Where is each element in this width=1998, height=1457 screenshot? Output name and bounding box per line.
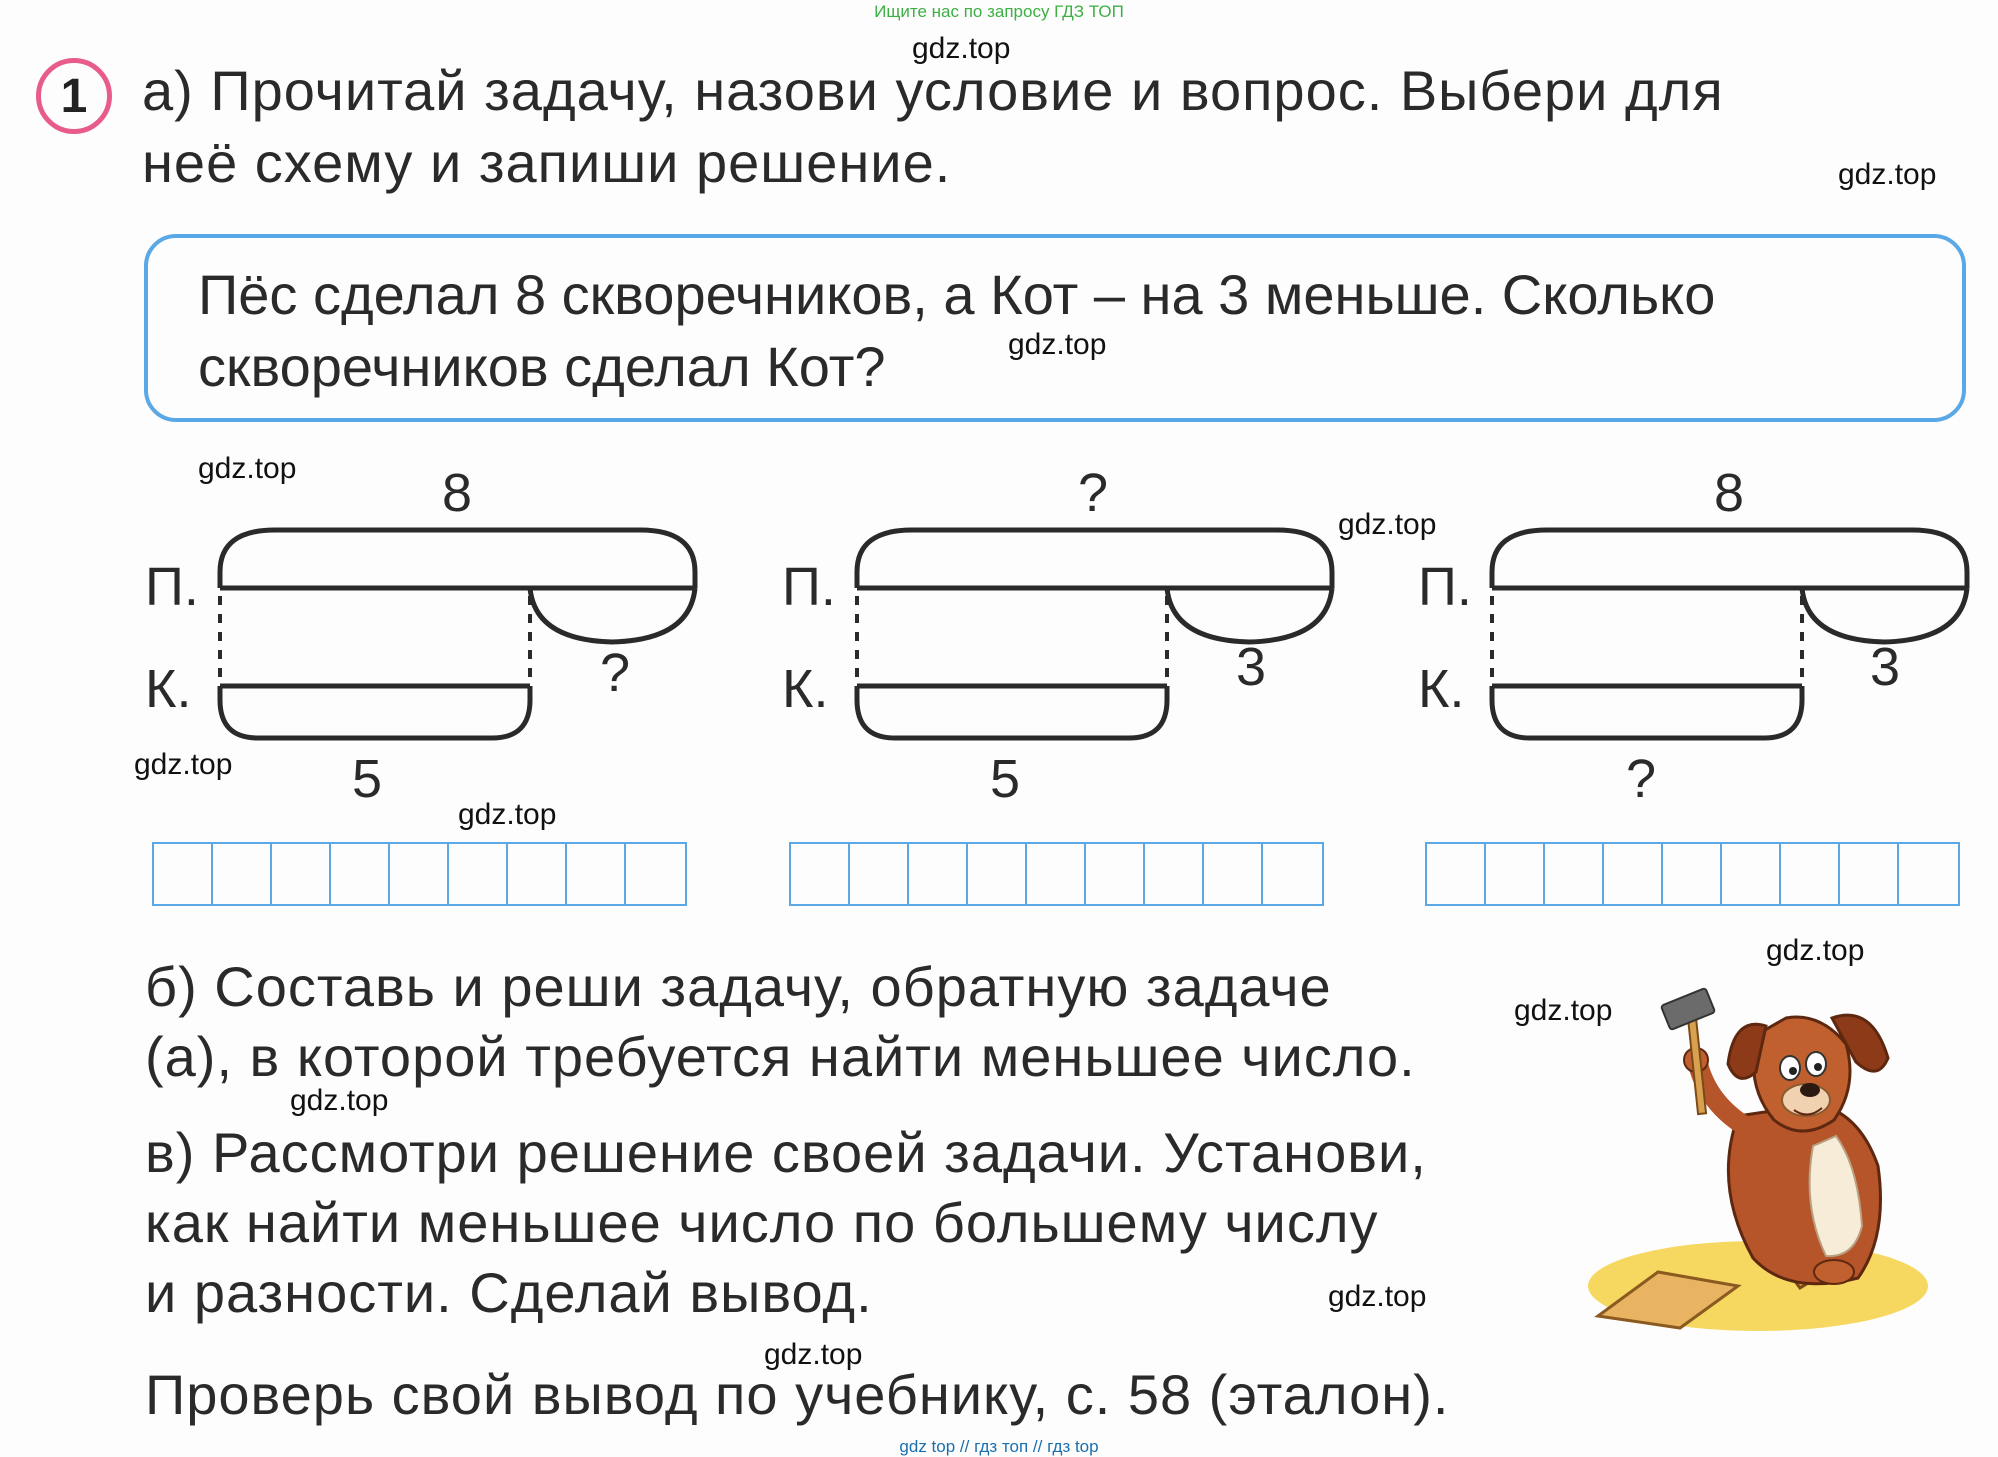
problem-line-2: скворечников сделал Кот? [198, 335, 886, 398]
watermark: gdz.top [134, 748, 233, 781]
answer-cell[interactable] [1663, 844, 1722, 904]
scheme-1-row-bottom-label: К. [145, 659, 192, 719]
task-b-line-1: б) Составь и реши задачу, обратную задаче [145, 955, 1332, 1018]
scheme-3-answer-row[interactable] [1425, 842, 1960, 906]
scheme-2-diff-value: 3 [1236, 637, 1267, 697]
watermark: gdz.top [1008, 328, 1107, 361]
scheme-2-bottom-value: 5 [990, 749, 1021, 809]
scheme-3-row-top-label: П. [1418, 557, 1472, 617]
watermark: gdz.top [1328, 1280, 1427, 1313]
problem-line-1: Пёс сделал 8 скворечников, а Кот – на 3 меньше. Сколько [198, 263, 1716, 326]
answer-cell[interactable] [1840, 844, 1899, 904]
watermark: gdz.top [912, 32, 1011, 65]
scheme-2-row-top-label: П. [782, 557, 836, 617]
dog-hammering-birdhouse-illustration [1588, 996, 1928, 1336]
watermark: gdz.top [290, 1084, 389, 1117]
task-b-line-2: (а), в которой требуется найти меньшее число. [145, 1025, 1416, 1088]
task-c-line-2: как найти меньшее число по большему числу [145, 1191, 1379, 1254]
scheme-3-bottom-value: ? [1626, 749, 1657, 809]
watermark: gdz.top [198, 452, 297, 485]
watermark: gdz.top [1766, 934, 1865, 967]
scheme-2-top-value: ? [1078, 463, 1109, 523]
answer-cell[interactable] [1486, 844, 1545, 904]
watermark: gdz.top [764, 1338, 863, 1371]
scheme-3-top-value: 8 [1714, 463, 1745, 523]
watermark: gdz.top [1838, 158, 1937, 191]
watermark: gdz.top [1338, 508, 1437, 541]
task-a-line-2: неё схему и запиши решение. [142, 131, 952, 194]
task-c-line-3: и разности. Сделай вывод. [145, 1261, 873, 1324]
watermark: gdz.top [1514, 994, 1613, 1027]
scheme-1-bottom-value: 5 [352, 749, 383, 809]
scheme-3-diff-value: 3 [1870, 637, 1901, 697]
answer-cell[interactable] [1545, 844, 1604, 904]
scheme-1-row-top-label: П. [145, 557, 199, 617]
watermark: gdz.top [458, 798, 557, 831]
top-banner: Ищите нас по запросу ГДЗ ТОП [874, 2, 1124, 21]
answer-cell[interactable] [1781, 844, 1840, 904]
task-check-line: Проверь свой вывод по учебнику, с. 58 (эталон). [145, 1363, 1450, 1426]
answer-cell[interactable] [1722, 844, 1781, 904]
scheme-1-diff-value: ? [600, 643, 631, 703]
task-a-line-1: а) Прочитай задачу, назови условие и вопрос. Выбери для [142, 59, 1724, 122]
exercise-number: 1 [60, 69, 88, 123]
answer-cell[interactable] [1427, 844, 1486, 904]
answer-cell[interactable] [1899, 844, 1958, 904]
task-c-line-1: в) Рассмотри решение своей задачи. Установи, [145, 1121, 1427, 1184]
scheme-3-row-bottom-label: К. [1418, 659, 1465, 719]
bottom-banner: gdz top // гдз топ // гдз top [899, 1437, 1099, 1456]
scheme-2-row-bottom-label: К. [782, 659, 829, 719]
scheme-1-top-value: 8 [442, 463, 473, 523]
answer-cell[interactable] [1604, 844, 1663, 904]
